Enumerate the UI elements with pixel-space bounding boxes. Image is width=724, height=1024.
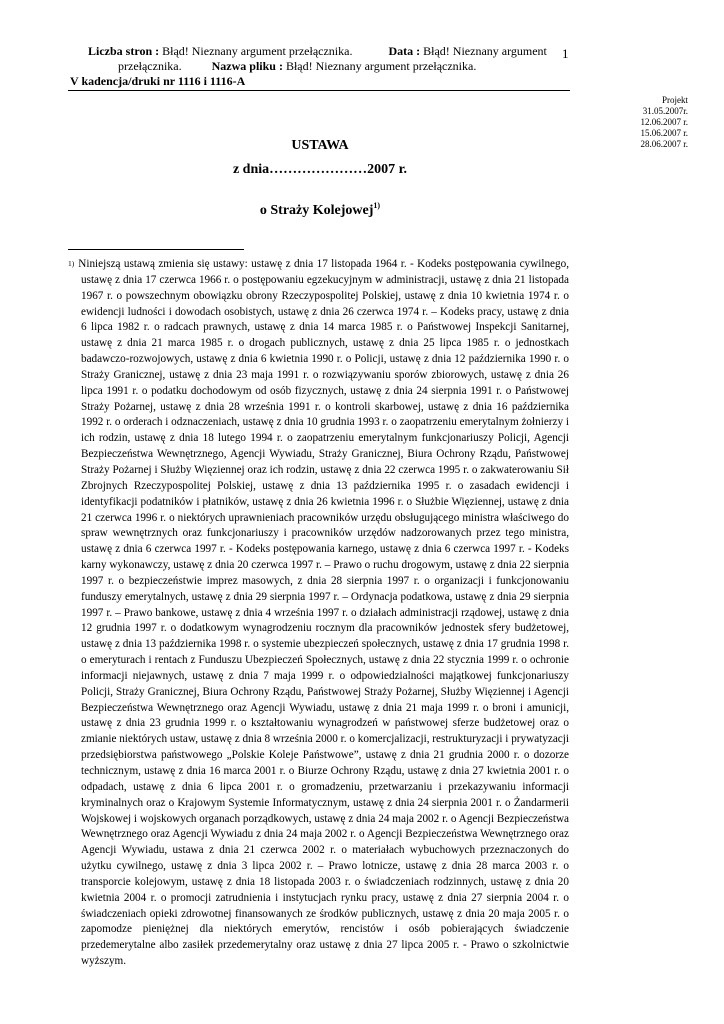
pages-label: Liczba stron :	[88, 44, 160, 58]
footnote-marker: 1)	[68, 259, 75, 268]
act-subject-text: o Straży Kolejowej	[259, 203, 374, 218]
header-line-1	[70, 44, 570, 59]
footnote-reference: 1)	[373, 201, 381, 210]
act-date-line: z dnia…………………2007 r.	[232, 162, 408, 177]
projekt-date: 31.05.2007r.	[642, 106, 688, 116]
date-value: Błąd! Nieznany argument	[423, 44, 547, 58]
projekt-block	[640, 95, 688, 150]
header-rule	[68, 90, 570, 91]
filename-value: Błąd! Nieznany argument przełącznika.	[285, 59, 477, 73]
document-header	[70, 44, 570, 89]
footnote-text: Niniejszą ustawą zmienia się ustawy: ustawę z dnia 17 listopada 1964 r. - Kodeks postępowania cywilnego, ustawę z dnia 17 czerwca 1966 r. o postępowaniu egzekucyjnym w administracji, ustawę z dnia 21 listopada 1967 r. o powszechnym obowiązku obrony Rzeczypospolitej Polskiej, ustawę z dnia 10 kwietnia 1974 r. o ewidencji ludności i dowodach osobistych, ustawę z dnia 26 czerwca 1974 r. – Kodeks pracy, ustawę z dnia 6 lipca 1982 r. o radcach prawnych, ustawę z dnia 14 marca 1985 r. o Państwowej Inspekcji Sanitarnej, ustawę z dnia 21 marca 1985 r. o drogach publicznych, ustawę z dnia 25 lipca 1985 r. o jednostkach badawczo-rozwojowych, ustawę z dnia 6 kwietnia 1990 r. o Policji, ustawę z dnia 12 października 1990 r. o Straży Granicznej, ustawę z dnia 23 maja 1991 r. o rozwiązywaniu sporów zbiorowych, ustawę z dnia 26 lipca 1991 r. o podatku dochodowym od osób fizycznych, ustawę z dnia 24 sierpnia 1991 r. o Państwowej Straży Pożarnej, ustawę z dnia 28 września 1991 r. o kontroli skarbowej, ustawę z dnia 16 października 1992 r. o orderach i odznaczeniach, ustawę z dnia 10 grudnia 1993 r. o zaopatrzeniu emerytalnym żołnierzy i ich rodzin, ustawę z dnia 18 lutego 1994 r. o zaopatrzeniu emerytalnym funkcjonariuszy Policji, Agencji Bezpieczeństwa Wewnętrznego, Agencji Wywiadu, Straży Granicznej, Biura Ochrony Rządu, Państwowej Straży Pożarnej i Służby Więziennej oraz ich rodzin, ustawę z dnia 22 czerwca 1995 r. o zakwaterowaniu Sił Zbrojnych Rzeczypospolitej Polskiej, ustawę z dnia 13 października 1995 r. o zasadach ewidencji i identyfikacji podatników i płatników, ustawę z dnia 26 kwietnia 1996 r. o Służbie Więziennej, ustawę z dnia 21 czerwca 1996 r. o niektórych uprawnieniach pracowników urzędu obsługującego ministra właściwego do spraw wewnętrznych oraz funkcjonariuszy i pracowników urzędów nadzorowanych przez tego ministra, ustawę z dnia 6 czerwca 1997 r. - Kodeks postępowania karnego, ustawę z dnia 6 czerwca 1997 r. - Kodeks karny wykonawczy, ustawę z dnia 20 czerwca 1997 r. – Prawo o ruchu drogowym, ustawę z dnia 22 sierpnia 1997 r. o bezpieczeństwie imprez masowych, z dnia 28 sierpnia 1997 r. o organizacji i funkcjonowaniu funduszy emerytalnych, ustawę z dnia 29 sierpnia 1997 r. – Ordynacja podatkowa, ustawę z dnia 29 sierpnia 1997 r. – Prawo bankowe, ustawę z dnia 4 września 1997 r. o działach administracji rządowej, ustawę z dnia 12 grudnia 1997 r. o dodatkowym wynagrodzeniu rocznym dla pracowników jednostek sfery budżetowej, ustawę z dnia 13 października 1998 r. o systemie ubezpieczeń społecznych, ustawę z dnia 17 grudnia 1998 r. o emeryturach i rentach z Funduszu Ubezpieczeń Społecznych, ustawę z dnia 22 stycznia 1999 r. o ochronie informacji niejawnych, ustawę z dnia 7 maja 1999 r. o odpowiedzialności majątkowej funkcjonariuszy Policji, Straży Granicznej, Biura Ochrony Rządu, Państwowej Straży Pożarnej, Służby Więziennej i Agencji Bezpieczeństwa Wewnętrznego oraz Agencji Wywiadu, ustawę z dnia 21 maja 1999 r. o broni i amunicji, ustawę z dnia 23 grudnia 1999 r. o kształtowaniu wynagrodzeń w państwowej sferze budżetowej oraz o zmianie niektórych ustaw, ustawę z dnia 8 września 2000 r. o komercjalizacji, restrukturyzacji i prywatyzacji przedsiębiorstwa państwowego „Polskie Koleje Państwowe”, ustawę z dnia 21 grudnia 2000 r. o dozorze technicznym, ustawę z dnia 16 marca 2001 r. o Biurze Ochrony Rządu, ustawę z dnia 27 kwietnia 2001 r. o odpadach, ustawę z dnia 6 lipca 2001 r. o gromadzeniu, przetwarzaniu i przekazywaniu informacji kryminalnych oraz o Krajowym Systemie Informatycznym, ustawę z dnia 24 sierpnia 2001 r. o Żandarmerii Wojskowej i wojskowych organach porządkowych, ustawę z dnia 24 maja 2002 r. o Agencji Bezpieczeństwa Wewnętrznego oraz Agencji Wywiadu z dnia 24 maja 2002 r. o Agencji Bezpieczeństwa Wewnętrznego oraz Agencji Wywiadu, ustawa z dnia 21 czerwca 2002 r. o materiałach wybuchowych przeznaczonych do użytku cywilnego, ustawę z dnia 3 lipca 2002 r. – Prawo lotnicze, ustawę z dnia 28 marca 2003 r. o transporcie kolejowym, ustawę z dnia 18 listopada 2003 r. o świadczeniach rodzinnych, ustawę z dnia 20 kwietnia 2004 r. o promocji zatrudnienia i instytucjach rynku pracy, ustawę z dnia 27 sierpnia 2004 r. o świadczeniach opieki zdrowotnej finansowanych ze środków publicznych, ustawę z dnia 20 maja 2005 r. o zapomodze pieniężnej dla niektórych emerytów, rencistów i osób pobierających świadczenie przedemerytalne albo zasiłek przedemerytalny oraz ustawę z dnia 27 lipca 2005 r. - Prawo o szkolnictwie wyższym.	[78, 258, 569, 968]
footnote-separator	[68, 249, 244, 250]
pages-value: Błąd! Nieznany argument przełącznika.	[162, 44, 353, 58]
kadencja-line: V kadencja/druki nr 1116 i 1116-A	[70, 74, 246, 88]
date-label: Data :	[388, 44, 421, 58]
act-subject	[0, 203, 640, 219]
projekt-date: 28.06.2007 r.	[640, 139, 688, 149]
header-line-2	[70, 59, 570, 74]
date-value-continued: przełącznika.	[118, 59, 182, 73]
filename-label: Nazwa pliku :	[211, 59, 283, 73]
page-number: 1	[562, 46, 569, 61]
projekt-date: 15.06.2007 r.	[640, 128, 688, 138]
footnote-body	[68, 257, 569, 970]
projekt-date: 12.06.2007 r.	[640, 117, 688, 127]
projekt-label: Projekt	[662, 95, 688, 105]
footnote	[68, 257, 569, 970]
act-title: USTAWA	[291, 138, 349, 153]
